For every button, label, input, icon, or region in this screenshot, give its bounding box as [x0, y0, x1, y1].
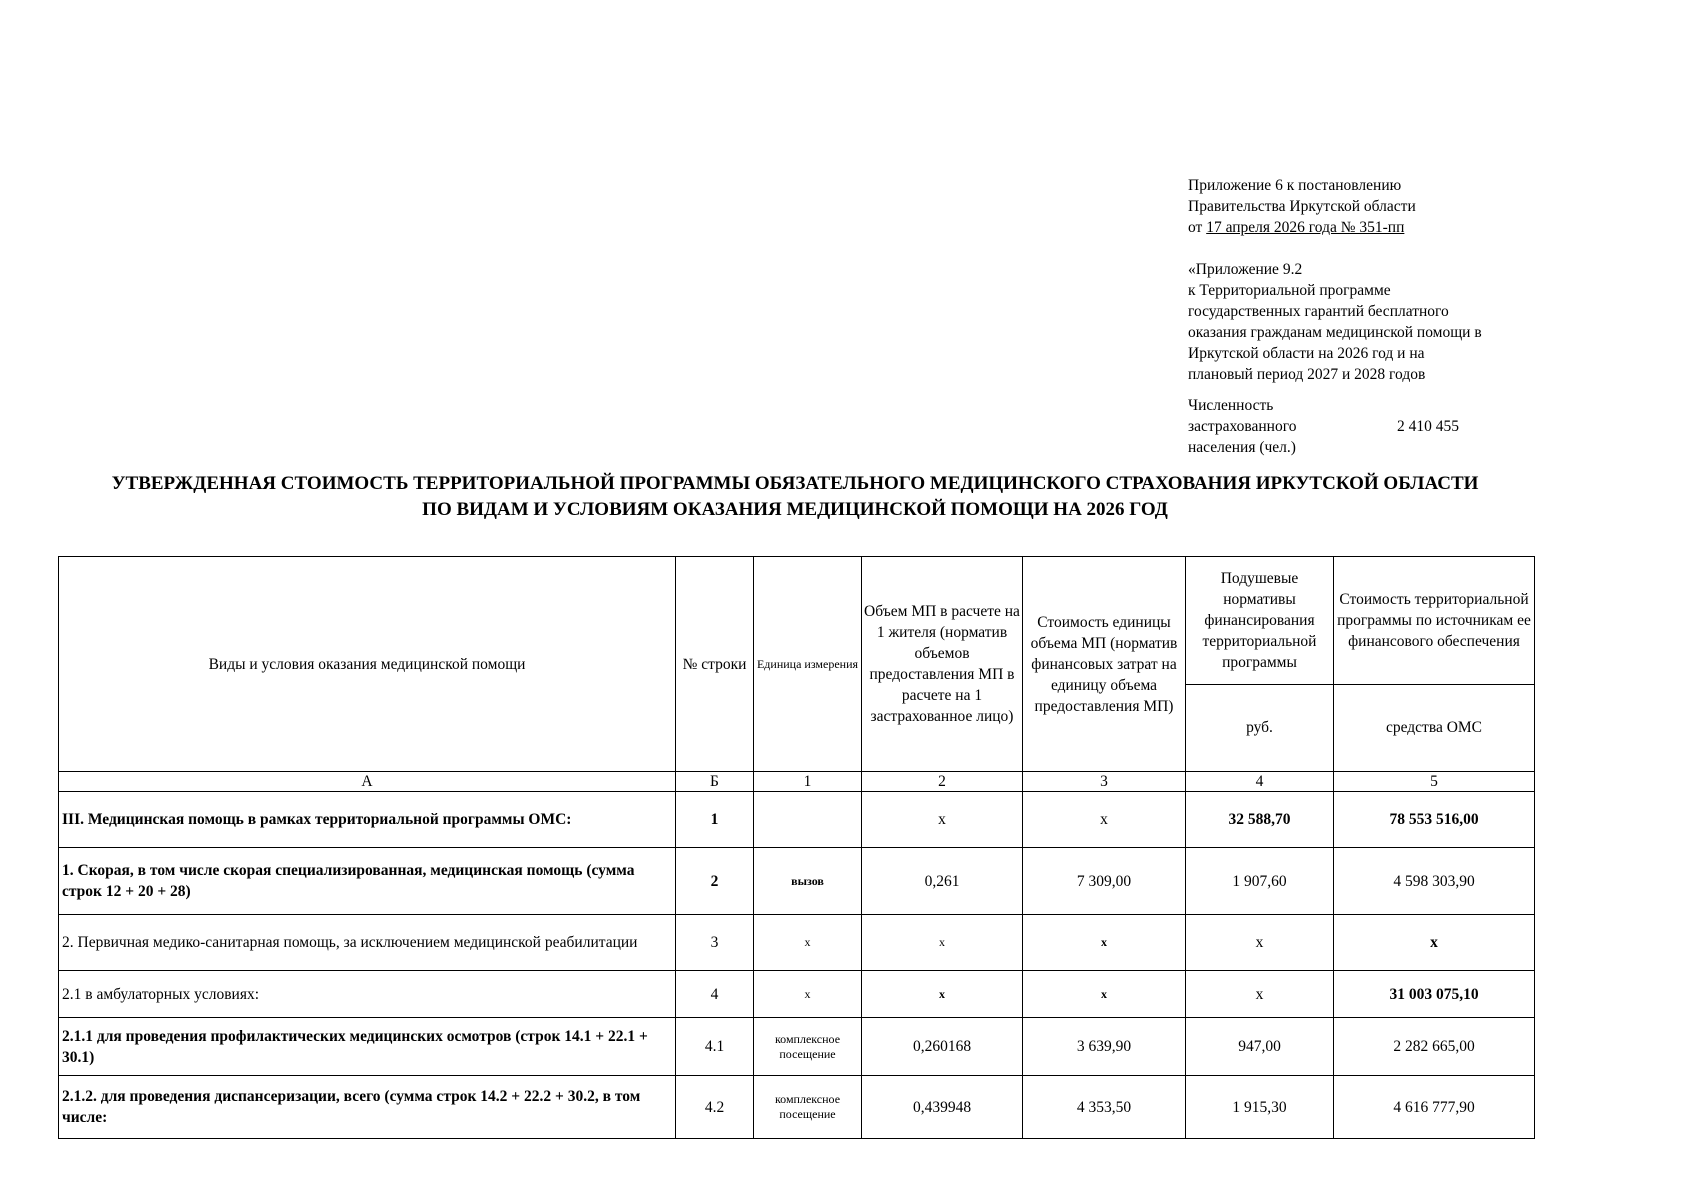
index-cell: 5 — [1334, 772, 1535, 792]
row-volume: х — [862, 971, 1023, 1018]
row-cost: х — [1023, 915, 1186, 971]
index-cell: 2 — [862, 772, 1023, 792]
row-total: 4 598 303,90 — [1334, 848, 1535, 915]
row-name: 2.1 в амбулаторных условиях: — [59, 971, 676, 1018]
header-per-capita-unit: руб. — [1186, 684, 1334, 771]
population-label-2: застрахованного — [1188, 418, 1297, 435]
row-cost: 4 353,50 — [1023, 1076, 1186, 1139]
row-volume: 0,260168 — [862, 1018, 1023, 1076]
row-volume: х — [862, 792, 1023, 848]
annex-line-1: Приложение 6 к постановлению — [1188, 177, 1402, 194]
table-header-row — [59, 557, 1535, 685]
row-cost: х — [1023, 971, 1186, 1018]
row-total: 31 003 075,10 — [1334, 971, 1535, 1018]
population-block — [1188, 395, 1459, 458]
row-per-capita: 1 907,60 — [1186, 848, 1334, 915]
table-row — [59, 1076, 1535, 1139]
row-number: 4.2 — [676, 1076, 754, 1139]
index-cell: Б — [676, 772, 754, 792]
index-cell: 1 — [754, 772, 862, 792]
table-index-row — [59, 772, 1535, 792]
row-name: 2. Первичная медико-санитарная помощь, за исключением медицинской реабилитации — [59, 915, 676, 971]
row-total: 2 282 665,00 — [1334, 1018, 1535, 1076]
row-number: 4 — [676, 971, 754, 1018]
row-unit: комплексное посещение — [754, 1018, 862, 1076]
title-line-1: УТВЕРЖДЕННАЯ СТОИМОСТЬ ТЕРРИТОРИАЛЬНОЙ ПРОГРАММЫ ОБЯЗАТЕЛЬНОГО МЕДИЦИНСКОГО СТРАХОВАНИЯ ИРКУТСКОЙ ОБЛАСТИ — [111, 473, 1479, 494]
row-number: 2 — [676, 848, 754, 915]
row-per-capita: х — [1186, 915, 1334, 971]
row-unit: х — [754, 971, 862, 1018]
row-name: III. Медицинская помощь в рамках территориальной программы ОМС: — [59, 792, 676, 848]
row-unit — [754, 792, 862, 848]
row-name: 1. Скорая, в том числе скорая специализированная, медицинская помощь (сумма строк 12 + 20 + 28) — [59, 848, 676, 915]
annex-ref-line-5: Иркутской области на 2026 год и на — [1188, 345, 1425, 362]
population-label-3: населения (чел.) — [1188, 439, 1296, 456]
row-number: 4.1 — [676, 1018, 754, 1076]
annex-reference — [1188, 259, 1482, 385]
row-volume: 0,439948 — [862, 1076, 1023, 1139]
header-cost: Стоимость единицы объема МП (норматив финансовых затрат на единицу объема предоставления МП) — [1023, 557, 1186, 772]
row-per-capita: 947,00 — [1186, 1018, 1334, 1076]
row-per-capita: 32 588,70 — [1186, 792, 1334, 848]
annex-date: 17 апреля 2026 года № 351-пп — [1206, 219, 1405, 236]
header-row-no: № строки — [676, 557, 754, 772]
row-number: 1 — [676, 792, 754, 848]
annex-ref-line-4: оказания гражданам медицинской помощи в — [1188, 324, 1482, 341]
row-volume: х — [862, 915, 1023, 971]
header-program-cost-unit: средства ОМС — [1334, 684, 1535, 771]
row-volume: 0,261 — [862, 848, 1023, 915]
row-unit: комплексное посещение — [754, 1076, 862, 1139]
header-unit: Единица измерения — [754, 557, 862, 772]
row-total: 4 616 777,90 — [1334, 1076, 1535, 1139]
row-name: 2.1.1 для проведения профилактических медицинских осмотров (строк 14.1 + 22.1 + 30.1) — [59, 1018, 676, 1076]
row-cost: 3 639,90 — [1023, 1018, 1186, 1076]
row-name: 2.1.2. для проведения диспансеризации, всего (сумма строк 14.2 + 22.2 + 30.2, в том числе: — [59, 1076, 676, 1139]
header-types: Виды и условия оказания медицинской помощи — [59, 557, 676, 772]
cost-table — [58, 556, 1535, 1139]
row-total: 78 553 516,00 — [1334, 792, 1535, 848]
row-unit: х — [754, 915, 862, 971]
row-total: х — [1334, 915, 1535, 971]
annex-ref-line-1: «Приложение 9.2 — [1188, 261, 1303, 278]
annex-ref-line-6: плановый период 2027 и 2028 годов — [1188, 366, 1426, 383]
annex-ref-line-3: государственных гарантий бесплатного — [1188, 303, 1449, 320]
row-cost: х — [1023, 792, 1186, 848]
document-title — [40, 471, 1550, 523]
header-volume: Объем МП в расчете на 1 жителя (норматив объемов предоставления МП в расчете на 1 застрахованное лицо) — [862, 557, 1023, 772]
annex-line-3 — [1188, 217, 1416, 238]
header-program-cost: Стоимость территориальной программы по источникам ее финансового обеспечения — [1334, 557, 1535, 685]
row-cost: 7 309,00 — [1023, 848, 1186, 915]
header-per-capita: Подушевые нормативы финансирования территориальной программы — [1186, 557, 1334, 685]
annex-date-prefix: от — [1188, 219, 1207, 236]
annex-ref-line-2: к Территориальной программе — [1188, 282, 1391, 299]
index-cell: 3 — [1023, 772, 1186, 792]
table-row — [59, 915, 1535, 971]
table-row — [59, 971, 1535, 1018]
table-row — [59, 1018, 1535, 1076]
row-number: 3 — [676, 915, 754, 971]
row-unit: вызов — [754, 848, 862, 915]
population-label-1: Численность — [1188, 397, 1274, 414]
title-line-2: ПО ВИДАМ И УСЛОВИЯМ ОКАЗАНИЯ МЕДИЦИНСКОЙ ПОМОЩИ НА 2026 ГОД — [422, 499, 1168, 520]
table-row — [59, 792, 1535, 848]
annex-header — [1188, 175, 1416, 238]
table-row — [59, 848, 1535, 915]
population-value: 2 410 455 — [1397, 418, 1459, 435]
index-cell: А — [59, 772, 676, 792]
annex-line-2: Правительства Иркутской области — [1188, 198, 1416, 215]
index-cell: 4 — [1186, 772, 1334, 792]
row-per-capita: х — [1186, 971, 1334, 1018]
row-per-capita: 1 915,30 — [1186, 1076, 1334, 1139]
